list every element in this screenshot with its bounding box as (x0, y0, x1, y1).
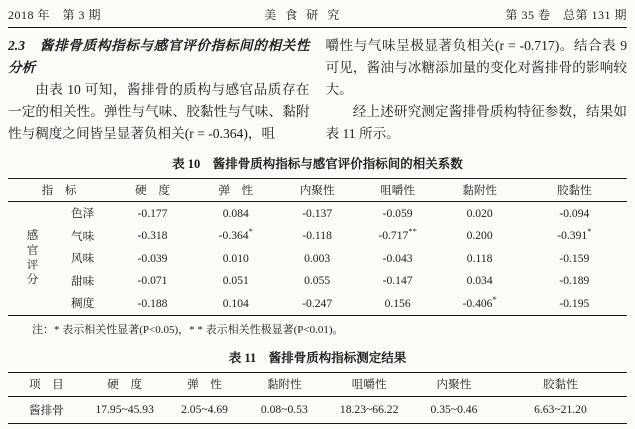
table10-value-cell: -0.071 (137, 274, 168, 288)
table10-value-cell: -0.159 (559, 251, 590, 265)
table10-row (8, 270, 627, 293)
table11 (8, 372, 627, 424)
table10-value-cell: -0.059 (382, 206, 413, 220)
paragraph-left: 由表 10 可知，酱排骨的质构与感官品质存在一定的相关性。弹性与气味、胶黏性与气味、黏附性与稠度之间皆呈显著负相关(r = -0.364)，咀 (8, 82, 310, 141)
table11-value-cell: 0.35~0.46 (430, 403, 478, 416)
table11-col-header: 黏附性 (266, 378, 302, 391)
table10-row-label: 风味 (70, 252, 95, 266)
running-head (8, 0, 627, 28)
table10-row-group-label: 感官评分 (25, 229, 39, 288)
running-head-volume: 第 35 卷 总第 131 期 (505, 8, 627, 22)
table10-value-cell: 0.156 (384, 296, 411, 310)
significance-mark: * (587, 226, 592, 237)
section-heading: 2.3 酱排骨质构指标与感官评价指标间的相关性分析 (8, 38, 310, 75)
table10-corner-header: 指 标 (41, 184, 77, 197)
table10 (8, 178, 627, 316)
table10-value-cell: 0.003 (304, 251, 331, 265)
table10-value-cell: 0.084 (222, 206, 249, 220)
table10-row-label: 气味 (70, 229, 95, 243)
paragraph-right-2: 经上述研究测定酱排骨质构特征参数，结果如表 11 所示。 (325, 104, 627, 141)
table11-col-header: 内聚性 (436, 378, 472, 391)
table10-value-cell: -0.147 (382, 274, 413, 288)
table10-value-cell: -0.043 (382, 251, 413, 265)
left-column (8, 35, 310, 147)
table10-row (8, 247, 627, 270)
significance-mark: * (248, 226, 253, 237)
table11-corner-header: 项 目 (28, 378, 64, 391)
table10-col-header: 黏附性 (462, 184, 498, 197)
table10-value-cell: 0.020 (466, 206, 493, 220)
table11-col-header: 硬 度 (107, 378, 143, 391)
table10-value-cell: -0.188 (137, 296, 168, 310)
two-column-text (8, 35, 627, 147)
table10-value-cell: 0.010 (222, 251, 249, 265)
table11-col-header: 咀嚼性 (351, 378, 387, 391)
table10-body (8, 202, 627, 316)
table10-value-cell: 0.055 (304, 274, 331, 288)
significance-mark: * (492, 293, 497, 304)
right-column (326, 35, 628, 147)
table10-title: 表 10 酱排骨质构指标与感官评价指标间的相关系数 (172, 157, 463, 171)
journal-title: 美 食 研 究 (264, 8, 343, 22)
table11-title: 表 11 酱排骨质构指标测定结果 (228, 350, 407, 365)
table10-col-header: 内聚性 (299, 184, 335, 197)
table10-row (8, 225, 627, 248)
table11-value-cell: 6.63~21.20 (534, 403, 587, 416)
table10-col-header: 硬 度 (135, 184, 170, 197)
table10-row-label: 甜味 (70, 274, 95, 288)
significance-mark: ** (408, 226, 417, 237)
running-head-issue: 2018 年 第 3 期 (8, 8, 102, 22)
paragraph-right-continuation: 嚼性与气味呈极显著负相关(r = -0.717)。结合表 9 可见，酱油与冰糖添加量的变化对酱排骨的影响较大。 (325, 38, 627, 97)
table10-row (8, 202, 627, 225)
table10-value-cell: -0.247 (302, 296, 333, 310)
table10-value-cell: -0.318 (137, 229, 168, 243)
table10-row-label: 稠度 (70, 297, 95, 311)
table11-row-label: 酱排骨 (28, 403, 64, 417)
table10-col-header: 弹 性 (218, 184, 254, 197)
table10-col-header: 胶黏性 (556, 184, 592, 197)
table10-value-cell: -0.406* (462, 293, 497, 310)
table10-value-cell: -0.189 (559, 274, 590, 288)
table10-value-cell: -0.118 (302, 229, 332, 243)
table10-row (8, 292, 627, 315)
table10-value-cell: -0.177 (137, 206, 168, 220)
table11-row (8, 396, 627, 423)
table10-value-cell: -0.039 (137, 251, 168, 265)
table10-value-cell: -0.364* (218, 226, 253, 243)
table11-body (8, 396, 627, 423)
table10-value-cell: -0.391* (557, 226, 592, 243)
table10-row-label: 色泽 (70, 207, 95, 221)
table11-value-cell: 2.05~4.69 (181, 403, 228, 416)
table10-value-cell: 0.104 (222, 296, 249, 310)
table10-value-cell: 0.034 (466, 274, 493, 288)
table11-value-cell: 17.95~45.93 (95, 403, 154, 416)
table11-col-header: 胶黏性 (543, 378, 578, 391)
table11-value-cell: 18.23~66.22 (339, 403, 399, 416)
table10-value-cell: 0.118 (466, 251, 493, 265)
table10-value-cell: -0.094 (559, 206, 590, 220)
table10-header-row (8, 179, 627, 202)
table10-value-cell: -0.195 (559, 296, 590, 310)
table10-value-cell: -0.717** (378, 226, 417, 243)
table11-header-row (8, 372, 627, 396)
table11-value-cell: 0.08~0.53 (260, 403, 308, 416)
table10-value-cell: -0.137 (302, 206, 333, 220)
table10-col-header: 咀嚼性 (380, 184, 415, 197)
table10-note: 注：* 表示相关性显著(P<0.05)，* * 表示相关性极显著(P<0.01)。 (32, 323, 344, 336)
table10-value-cell: 0.051 (222, 274, 249, 288)
table10-value-cell: 0.200 (466, 229, 493, 243)
table11-col-header: 弹 性 (187, 378, 222, 391)
